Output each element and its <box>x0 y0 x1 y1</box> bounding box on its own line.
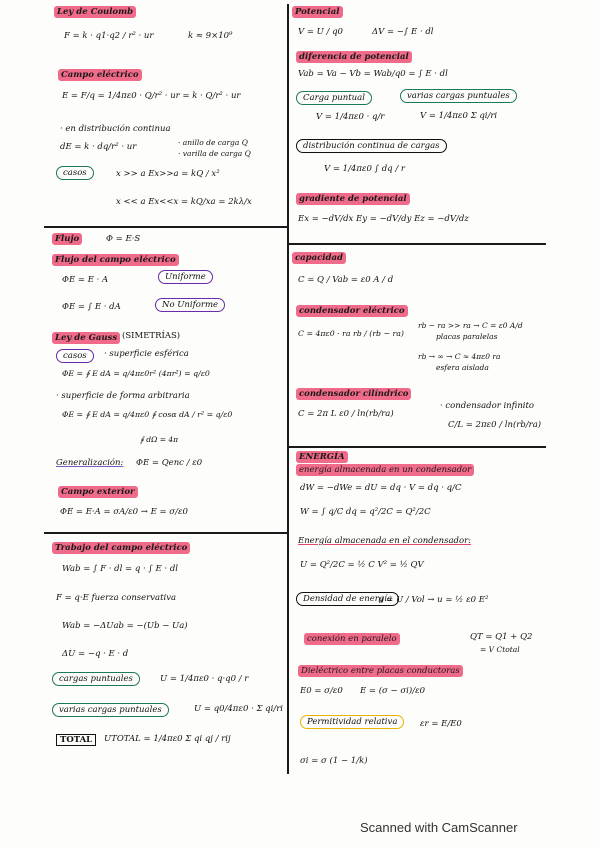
heading-dielectrico: Dieléctrico entre placas conductoras <box>298 665 463 677</box>
heading-energia: ENERGÍA <box>296 451 348 463</box>
densidad-energia-badge: Densidad de energía <box>296 592 399 606</box>
u-densidad-formula: u = U / Vol → u = ½ ε0 E² <box>378 595 489 605</box>
left-divider-1 <box>44 226 287 228</box>
varias-cargas-badge: varias cargas puntuales <box>52 703 169 717</box>
heading-potencial: Potencial <box>292 6 343 18</box>
no-uniforme-badge: No Uniforme <box>155 298 225 312</box>
wab-energia: Wab = −ΔUab = −(Ub − Ua) <box>62 621 188 631</box>
varias-cargas-right-badge: varias cargas puntuales <box>400 89 517 103</box>
superficie-esferica: · superficie esférica <box>104 349 189 359</box>
anillo-label: · anillo de carga Q <box>178 138 248 147</box>
casos-badge: casos <box>56 166 94 180</box>
heading-campo-electrico: Campo eléctrico <box>58 69 142 81</box>
energia-campo-label: Energía almacenada en el condensador: <box>298 536 472 546</box>
potencial-formula: V = U / q0 <box>298 27 343 37</box>
heading-dif-potencial: diferencia de potencial <box>296 51 412 63</box>
flujo-uniforme-formula: ΦE = E · A <box>62 275 109 285</box>
fuerza-conservativa: F = q·E fuerza conservativa <box>56 593 177 603</box>
u-varias-formula: U = q0/4πε0 · Σ qi/ri <box>194 704 283 714</box>
angulo-solido: ∮ dΩ = 4π <box>140 435 179 444</box>
vab-formula: Vab = Va − Vb = Wab/q0 = ∫ E · dl <box>298 69 448 79</box>
sigma-inducida-formula: σi = σ (1 − 1/k) <box>300 756 368 766</box>
permitividad-badge: Permitividad relativa <box>300 715 404 729</box>
dE-formula: dE = k · dq/r² · ur <box>60 142 137 152</box>
caso-x-mayor: x >> a Ex>>a = kQ / x² <box>116 169 220 179</box>
heading-condensador-cilindrico: condensador cilíndrico <box>296 388 411 400</box>
heading-capacidad: capacidad <box>292 252 346 264</box>
dw-formula: dW = −dWe = dU = dq · V = dq · q/C <box>300 483 462 493</box>
scanner-watermark: Scanned with CamScanner <box>360 820 518 835</box>
flujo-no-uniforme-formula: ΦE = ∫ E · dA <box>62 302 121 312</box>
delta-u-formula: ΔU = −q · E · d <box>62 649 129 659</box>
cargas-puntuales-badge: cargas puntuales <box>52 672 140 686</box>
caso-x-menor: x << a Ex<<x = kQ/xa = 2kλ/x <box>116 197 252 207</box>
capacidad-formula: C = Q / Vab = ε0 A / d <box>298 275 394 285</box>
heading-flujo: Flujo <box>52 233 82 245</box>
w-formula: W = ∫ q/C dq = q²/2C = Q²/2C <box>300 507 431 517</box>
heading-conexion-paralelo: conexión en paralelo <box>304 633 400 645</box>
e0-formula: E0 = σ/ε0 <box>300 686 343 696</box>
coulomb-formula: F = k · q1·q2 / r² · ur <box>64 31 154 41</box>
heading-gradiente: gradiente de potencial <box>296 193 410 205</box>
paralelo-v: = V Ctotal <box>480 645 520 654</box>
heading-flujo-campo: Flujo del campo eléctrico <box>52 254 179 266</box>
uniforme-badge: Uniforme <box>158 270 213 284</box>
varilla-label: · varilla de carga Q <box>178 149 251 158</box>
v-puntual-formula: V = 1/4πε0 · q/r <box>316 112 385 122</box>
heading-campo-exterior: Campo exterior <box>58 486 138 498</box>
heading-condensador-electrico: condensador eléctrico <box>296 305 408 317</box>
gauss-arbitraria-formula: ΦE = ∮ E dA = q/4πε0 ∮ cosα dA / r² = q/ε0 <box>62 410 233 419</box>
heading-ley-coulomb: Ley de Coulomb <box>54 6 136 18</box>
u-total-formula: UTOTAL = 1/4πε0 Σ qi qj / rij <box>104 734 231 744</box>
v-varias-formula: V = 1/4πε0 Σ qi/ri <box>420 111 498 121</box>
generalizacion-label: Generalización: <box>56 458 124 468</box>
carga-puntual-badge: Carga puntual <box>296 91 372 105</box>
coulomb-k: k ≈ 9×10⁹ <box>188 31 233 41</box>
trabajo-formula: Wab = ∫ F · dl = q · ∫ E · dl <box>62 564 178 574</box>
vertical-divider <box>287 4 289 774</box>
superficie-arbitraria: · superficie de forma arbitraria <box>56 391 190 401</box>
condensador-infinito: · condensador infinito <box>440 401 535 411</box>
distribucion-continua-badge: distribución continua de cargas <box>296 139 447 153</box>
gauss-esferica-formula: ΦE = ∮ E dA = q/4πε0r² (4πr²) = q/ε0 <box>62 369 210 378</box>
generalizacion-formula: ΦE = Qenc / ε0 <box>136 458 203 468</box>
distribucion-continua: · en distribución continua <box>60 124 171 134</box>
heading-energia-condensador: energía almacenada en un condensador <box>296 464 474 476</box>
right-divider-2 <box>288 446 546 448</box>
right-divider-1 <box>288 243 546 245</box>
cilindrico-formula: C = 2π L ε0 / ln(rb/ra) <box>298 409 394 419</box>
u-puntual-formula: U = 1/4πε0 · q·q0 / r <box>160 674 249 684</box>
condensador-caso-1: rb − ra >> ra → C = ε0 A/d <box>418 321 523 330</box>
er-formula: εr = E/E0 <box>420 719 462 729</box>
left-divider-2 <box>44 532 287 534</box>
simetrias-label: (SIMETRÍAS) <box>122 331 181 341</box>
condensador-caso-1-placas: placas paralelas <box>436 332 498 341</box>
gradiente-formula: Ex = −dV/dx Ey = −dV/dy Ez = −dV/dz <box>298 214 469 224</box>
heading-ley-gauss: Ley de Gauss <box>52 332 120 344</box>
condensador-caso-2: rb → ∞ → C ≈ 4πε0 ra <box>418 352 501 361</box>
paralelo-formula: QT = Q1 + Q2 <box>470 632 533 642</box>
total-label: TOTAL <box>56 734 96 746</box>
e-dielectrico-formula: E = (σ − σi)/ε0 <box>360 686 426 696</box>
v-continua-formula: V = 1/4πε0 ∫ dq / r <box>324 164 405 174</box>
cilindrico-por-longitud: C/L = 2πε0 / ln(rb/ra) <box>448 420 542 430</box>
campo-formula: E = F/q = 1/4πε0 · Q/r² · ur = k · Q/r² · ur <box>62 91 241 101</box>
u-formula: U = Q²/2C = ½ C V² = ½ QV <box>300 560 424 570</box>
heading-trabajo: Trabajo del campo eléctrico <box>52 542 190 554</box>
casos-gauss-badge: casos <box>56 349 94 363</box>
flujo-formula: Φ = E·S <box>106 234 141 244</box>
condensador-formula: C = 4πε0 · ra rb / (rb − ra) <box>298 329 404 338</box>
dv-formula: ΔV = −∫ E · dl <box>372 27 434 37</box>
condensador-caso-2-esfera: esfera aislada <box>436 363 489 372</box>
campo-exterior-formula: ΦE = E·A = σA/ε0 → E = σ/ε0 <box>60 507 188 517</box>
